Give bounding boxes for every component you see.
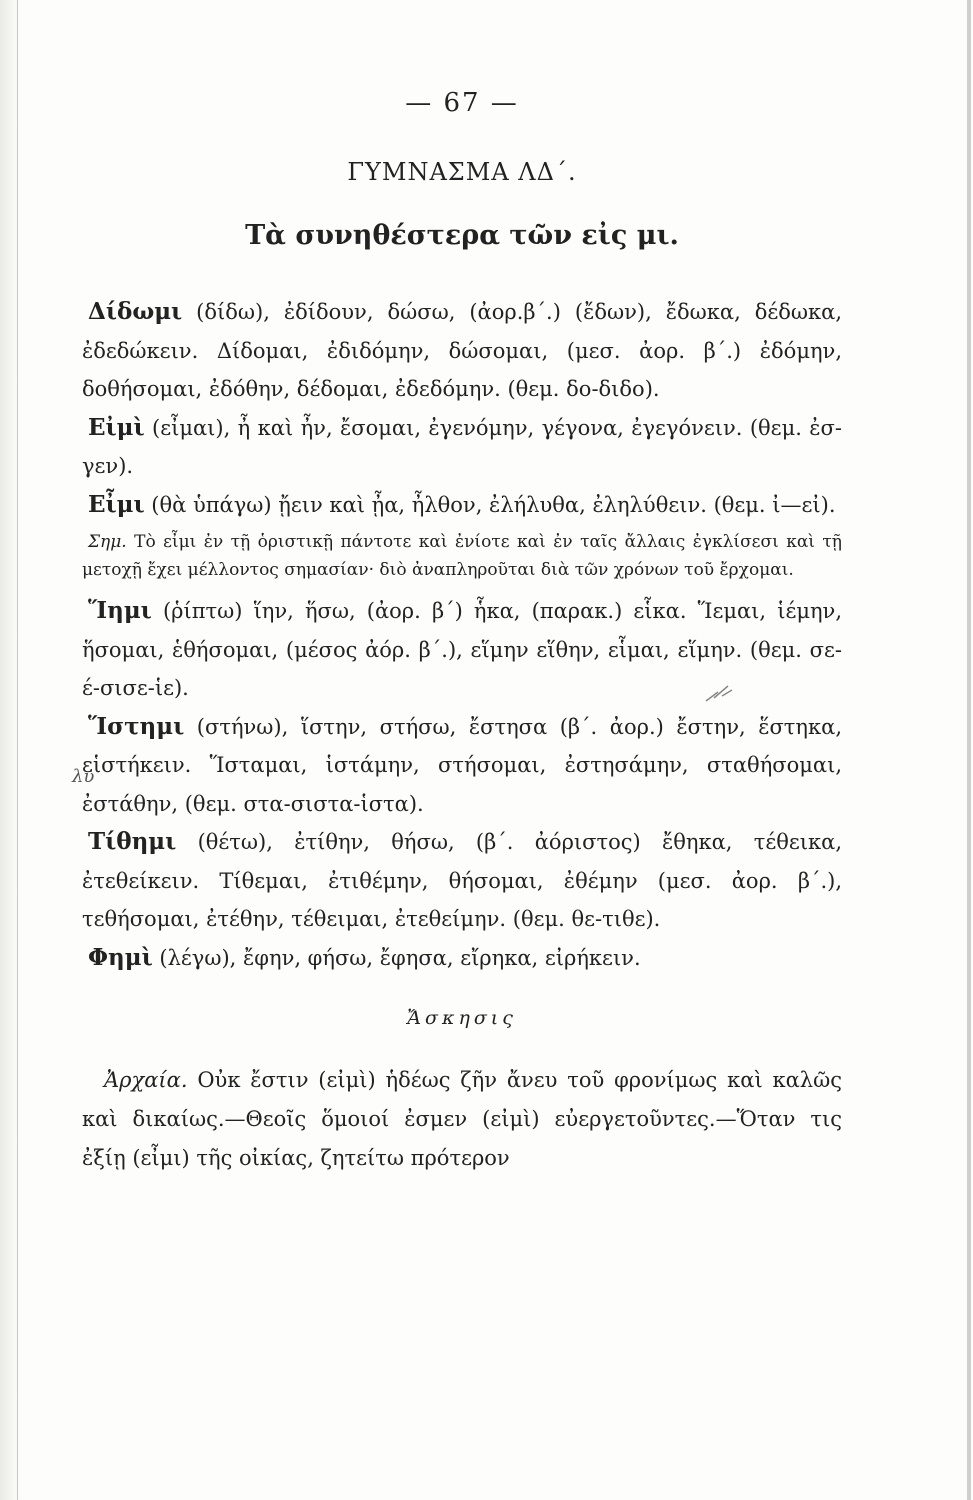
entry-text: (ῥίπτω) ἵην, ἥσω, (ἀορ. β΄) ἧκα, (παρακ.) εἷκα. Ἵεμαι, ἱέμην, ἥσομαι, ἑθήσομαι, (μέσος ἀόρ. β΄.), εἵμην εἵθην, εἷμαι, εἵμην. (θεμ. σε-έ-σισε-ἱε). — [82, 599, 842, 700]
section-title: Τὰ συνηθέστερα τῶν εἰς μι. — [245, 220, 679, 251]
note-text: Τὸ εἶμι ἐν τῇ ὁριστικῇ πάντοτε καὶ ἐνίοτε καὶ ἐν ταῖς ἄλλαις ἐγκλίσεσι καὶ τῇ μετοχῇ ἔχει μέλλοντος σημασίαν· διὸ ἀναπληροῦται διὰ τῶν χρόνων τοῦ ἔρχομαι. — [82, 532, 842, 580]
entry-head: Ἵημι — [88, 597, 152, 624]
exercise-label: Ἀρχαία. — [104, 1068, 188, 1092]
entry-text: (θέτω), ἐτίθην, θήσω, (β΄. ἀόριστος) ἔθηκα, τέθεικα, ἐτεθείκειν. Τίθεμαι, ἐτιθέμην, θήσομαι, ἐθέμην (μεσ. ἀορ. β΄.), τεθήσομαι, ἐτέθην, τέθειμαι, ἐτεθείμην. (θεμ. θε-τιθε). — [82, 830, 842, 931]
entry-text: (θὰ ὑπάγω) ᾔειν καὶ ᾖα, ἦλθον, ἐλήλυθα, ἐληλύθειν. (θεμ. ἰ—εἰ). — [144, 492, 836, 517]
entry-hiemi — [82, 592, 842, 708]
entry-eimi-be — [82, 409, 842, 486]
entry-didomi — [82, 293, 842, 409]
entry-head: Εἰμὶ — [88, 413, 145, 441]
entry-head: Ἵστημι — [88, 712, 185, 740]
page-gutter — [0, 0, 22, 1500]
page-number: — 67 — — [405, 88, 519, 118]
entry-tithemi — [82, 823, 842, 939]
entry-phemi — [82, 939, 842, 978]
entry-eimi-go — [82, 486, 842, 525]
exercise-heading: Ἄσκησις — [407, 1007, 517, 1029]
entry-text: (εἶμαι), ἦ καὶ ἦν, ἔσομαι, ἐγενόμην, γέγονα, ἐγεγόνειν. (θεμ. ἐσ-γεν). — [82, 415, 842, 478]
entry-histemi — [82, 708, 842, 824]
entry-head: Τίθημι — [88, 828, 177, 855]
entry-head: Εἶμι — [88, 490, 145, 518]
exercise-paragraph — [82, 1061, 842, 1178]
note-label: Σημ. — [88, 532, 127, 552]
entry-text: (στήνω), ἵστην, στήσω, ἔστησα (β΄. ἀορ.) ἔστην, ἕστηκα, εἱστήκειν. Ἵσταμαι, ἱστάμην, στήσομαι, ἐστησάμην, σταθήσομαι, ἐστάθην, (θεμ. στα-σιστα-ἱστα). — [82, 714, 842, 816]
handwritten-margin-mark: λυ — [72, 766, 95, 787]
page-right-border — [967, 0, 971, 1500]
page-content — [82, 88, 842, 1178]
entry-text: (δίδω), ἐδίδουν, δώσω, (ἀορ.β΄.) (ἔδων), ἔδωκα, δέδωκα, ἐδεδώκειν. Δίδομαι, ἐδιδόμην, δώσομαι, (μεσ. ἀορ. β΄.) ἐδόμην, δοθήσομαι, ἐδόθην, δέδομαι, ἐδεδόμην. (θεμ. δο-διδο). — [82, 300, 842, 401]
exercise-text: Οὐκ ἔστιν (εἰμὶ) ἡδέως ζῆν ἄνευ τοῦ φρονίμως καὶ καλῶς καὶ δικαίως.—Θεοῖς ὅμοιοί ἐσμεν (εἰμὶ) εὐεργετοῦντες.—Ὅταν τις ἐξίῃ (εἶμι) τῆς οἰκίας, ζητείτω πρότερον — [82, 1068, 842, 1170]
grammar-note — [82, 528, 842, 584]
exercise-title: ΓΥΜΝΑΣΜΑ ΛΔ΄. — [347, 158, 577, 186]
page-fold-line — [17, 0, 18, 1500]
entry-head: Δίδωμι — [88, 298, 183, 325]
entry-text: (λέγω), ἔφην, φήσω, ἔφησα, εἴρηκα, εἰρήκειν. — [152, 945, 641, 970]
entry-head: Φημὶ — [88, 943, 153, 971]
